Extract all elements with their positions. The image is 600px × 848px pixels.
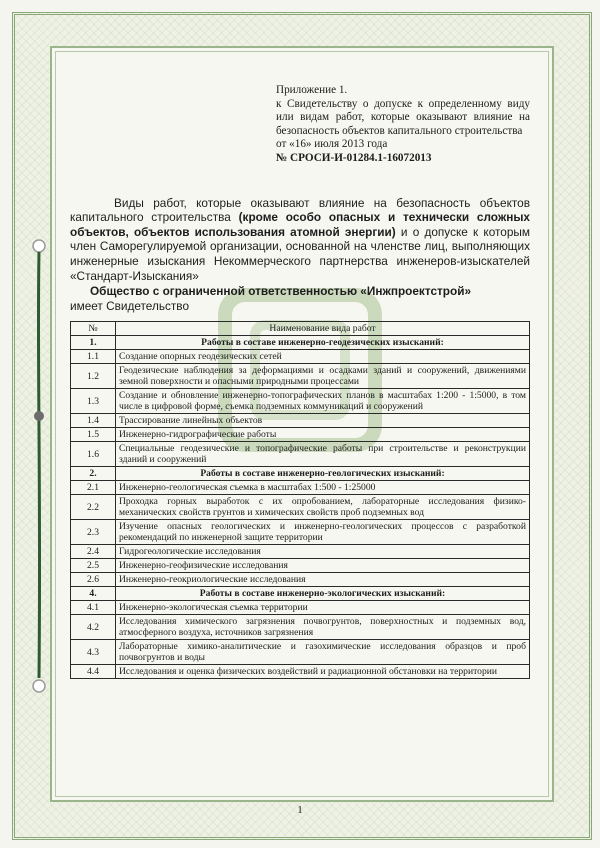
row-number: 2. xyxy=(71,467,116,481)
row-number: 2.6 xyxy=(71,573,116,587)
row-name: Инженерно-геофизические исследования xyxy=(116,559,530,573)
table-row xyxy=(71,601,530,615)
row-number: 1.3 xyxy=(71,389,116,414)
table-section-row xyxy=(71,587,530,601)
row-name: Специальные геодезические и топографические работы при строительстве и реконструкции зданий и сооружений xyxy=(116,442,530,467)
row-name: Проходка горных выработок с их опробованием, лабораторные исследования физико-механических свойств грунтов и химических свойств проб подземных вод xyxy=(116,495,530,520)
table-row xyxy=(71,414,530,428)
page-number: 1 xyxy=(297,804,303,816)
table-row xyxy=(71,481,530,495)
row-number: 4.3 xyxy=(71,640,116,665)
table-row xyxy=(71,559,530,573)
table-row xyxy=(71,350,530,364)
row-number: 1.5 xyxy=(71,428,116,442)
row-number: 4.2 xyxy=(71,615,116,640)
row-name: Инженерно-геокриологические исследования xyxy=(116,573,530,587)
row-name: Исследования и оценка физических воздействий и радиационной обстановки на территории xyxy=(116,665,530,679)
intro-text-1: Виды работ, которые оказывают влияние на безопасность объектов капитального строительства xyxy=(70,195,530,225)
row-name: Создание опорных геодезических сетей xyxy=(116,350,530,364)
binding-cord xyxy=(31,238,47,698)
row-name: Работы в составе инженерно-экологических изысканий: xyxy=(116,587,530,601)
table-row xyxy=(71,640,530,665)
intro-text-bold: (кроме особо опасных и технически сложных объектов, объектов использования атомной энергии) xyxy=(70,210,530,239)
table-header-row xyxy=(71,322,530,336)
row-number: 4.1 xyxy=(71,601,116,615)
header-name: Наименование вида работ xyxy=(116,322,530,336)
table-row xyxy=(71,389,530,414)
row-name: Инженерно-экологическая съемка территории xyxy=(116,601,530,615)
table-row xyxy=(71,495,530,520)
table-row xyxy=(71,442,530,467)
table-section-row xyxy=(71,467,530,481)
annex-header xyxy=(276,84,530,166)
row-number: 2.2 xyxy=(71,495,116,520)
annex-title: Приложение 1. xyxy=(276,84,348,96)
annex-date: от «16» июля 2013 года xyxy=(276,138,388,151)
organization-tail: имеет Свидетельство xyxy=(70,298,190,313)
table-row xyxy=(71,545,530,559)
annex-reg-number: № СРОСИ-И-01284.1-16072013 xyxy=(276,151,432,164)
row-name: Трассирование линейных объектов xyxy=(116,414,530,428)
row-number: 2.4 xyxy=(71,545,116,559)
table-row xyxy=(71,520,530,545)
row-number: 2.5 xyxy=(71,559,116,573)
organization-name: Общество с ограниченной ответственностью «Инжпроектстрой» xyxy=(90,284,472,299)
row-name: Гидрогеологические исследования xyxy=(116,545,530,559)
table-row xyxy=(71,665,530,679)
row-number: 1.6 xyxy=(71,442,116,467)
row-name: Лабораторные химико-аналитические и газохимические исследования образцов и проб почвогрунтов и воды xyxy=(116,640,530,665)
organization-block xyxy=(70,284,530,313)
row-name: Изучение опасных геологических и инженерно-геологических процессов с разработкой рекомендаций по инженерной защите территории xyxy=(116,520,530,545)
works-table xyxy=(70,321,530,679)
row-name: Работы в составе инженерно-геологических изысканий: xyxy=(116,467,530,481)
row-number: 4.4 xyxy=(71,665,116,679)
table-row xyxy=(71,428,530,442)
annex-description: к Свидетельству о допуске к определенному виду или видам работ, которые оказывают влияние на безопасность объектов капитального строительства xyxy=(276,97,530,137)
row-number: 1.2 xyxy=(71,364,116,389)
intro-text-2: и о допуске к которым член Саморегулируемой организации, основанной на членстве лиц, выполняющих инженерные изыскания Некоммерческого партнерства инженеров-изыскателей «Стандарт-Изыскания» xyxy=(70,224,530,283)
table-row xyxy=(71,364,530,389)
document-content xyxy=(70,84,530,679)
row-name: Инженерно-гидрографические работы xyxy=(116,428,530,442)
table-row xyxy=(71,573,530,587)
table-section-row xyxy=(71,336,530,350)
header-num: № xyxy=(71,322,116,336)
row-number: 1.4 xyxy=(71,414,116,428)
row-name: Инженерно-геологическая съемка в масштабах 1:500 - 1:25000 xyxy=(116,481,530,495)
row-number: 4. xyxy=(71,587,116,601)
row-number: 2.3 xyxy=(71,520,116,545)
row-number: 1.1 xyxy=(71,350,116,364)
intro-paragraph xyxy=(70,196,530,284)
row-name: Геодезические наблюдения за деформациями и осадками зданий и сооружений, движениями земной поверхности и опасными природными процессами xyxy=(116,364,530,389)
row-name: Работы в составе инженерно-геодезических изысканий: xyxy=(116,336,530,350)
row-name: Создание и обновление инженерно-топографических планов в масштабах 1:200 - 1:5000, в том числе в цифровой форме, съемка подземных коммуникаций и сооружений xyxy=(116,389,530,414)
row-number: 2.1 xyxy=(71,481,116,495)
row-number: 1. xyxy=(71,336,116,350)
table-row xyxy=(71,615,530,640)
row-name: Исследования химического загрязнения почвогрунтов, поверхностных и подземных вод, атмосферного воздуха, источников загрязнения xyxy=(116,615,530,640)
